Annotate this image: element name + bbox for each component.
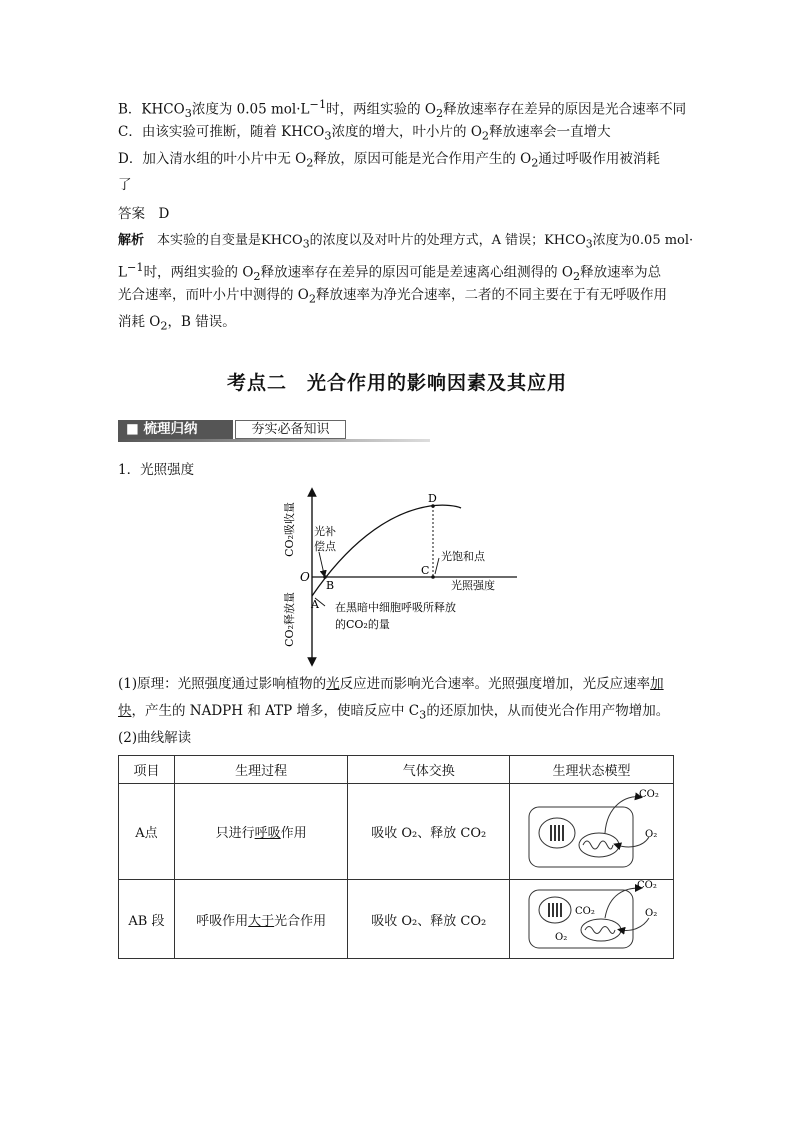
point-c-label: C (421, 564, 430, 577)
cell-model (510, 880, 674, 959)
light-curve-diagram (285, 488, 520, 666)
co2-label: CO₂ (636, 880, 657, 891)
header-model: 生理状态模型 (510, 756, 674, 784)
sat-label: 光饱和点 (441, 550, 485, 563)
principle-line-1: (1)原理：光照强度通过影响植物的光反应进而影响光合速率。光照强度增加，光反应速率加 (118, 676, 664, 692)
cell-gas: 吸收 O₂、释放 CO₂ (348, 784, 510, 880)
curve-heading: (2)曲线解读 (118, 730, 192, 746)
cell-item: AB 段 (119, 880, 175, 959)
point-b-label: B (326, 579, 335, 592)
principle-line-2: 快，产生的 NADPH 和 ATP 增多，使暗反应中 $C_3$的还原加快，从而使光合作用产物增加。 (118, 703, 670, 722)
comp-point-arrow (319, 552, 324, 574)
header-process: 生理过程 (174, 756, 348, 784)
cell-gas: 吸收 O₂、释放 CO₂ (348, 880, 510, 959)
cell-model-diagram-ab (517, 880, 667, 954)
o2-label: O₂ (644, 828, 657, 840)
table-header-row (119, 756, 674, 784)
cell-process: 只进行呼吸作用 (174, 784, 348, 880)
analysis-line-3: 光合速率，而叶小片中测得的 $O_2$释放速率为净光合速率，二者的不同主要在于有无呼吸作用 (118, 287, 668, 306)
co2-label: CO₂ (638, 788, 659, 800)
curve-table (118, 755, 674, 959)
option-d-cont: 了 (118, 177, 132, 193)
o2-inner-label: O₂ (554, 932, 567, 943)
chloroplast-icon (539, 818, 575, 848)
co2-inner-label: CO₂ (574, 906, 595, 917)
point-a-label: A (311, 598, 319, 611)
cell-item: A点 (119, 784, 175, 880)
point-d-label: D (428, 492, 437, 505)
option-d: D．加入清水组的叶小片中无 $O_2$释放，原因可能是光合作用产生的 $O_2$通过呼吸作用被消耗 (118, 151, 660, 170)
y-label-up: CO₂吸收量 (283, 502, 296, 557)
answer: 答案 D (118, 206, 170, 222)
section-title: 考点二 光合作用的影响因素及其应用 (226, 372, 567, 394)
analysis-line-4: 消耗 $O_2$，B 错误。 (118, 314, 236, 333)
cell-process: 呼吸作用大于光合作用 (174, 880, 348, 959)
table-row (119, 784, 674, 880)
point-c-dot (431, 575, 435, 579)
banner-main: ■ 梳理归纳 (118, 420, 233, 439)
comp-label-1: 光补 (314, 525, 336, 538)
chloroplast-icon (539, 897, 571, 923)
dark-label-1: 在黑暗中细胞呼吸所释放 (335, 601, 456, 614)
header-item: 项目 (119, 756, 175, 784)
analysis-line-1: 解析 本实验的自变量是$KHCO_3$的浓度以及对叶片的处理方式，A 错误；$KHCO_3$浓度为0.05 mol· (118, 233, 694, 251)
origin-label: O (300, 570, 310, 584)
cell-model-diagram-a (517, 785, 667, 875)
x-label: 光照强度 (451, 579, 495, 592)
option-c: C．由该实验可推断，随着 $KHCO_3$浓度的增大，叶小片的 $O_2$释放速率会一直增大 (118, 124, 611, 143)
cell-model (510, 784, 674, 880)
banner-rule (118, 439, 430, 442)
header-gas: 气体交换 (348, 756, 510, 784)
y-label-down: CO₂释放量 (283, 592, 296, 647)
section-banner (118, 418, 430, 442)
o2-label: O₂ (644, 908, 657, 919)
banner-sub: 夯实必备知识 (235, 420, 346, 439)
option-b: B．$KHCO_3$浓度为 0.05 $mol\cdot L^{-1}$时，两组实验的 $O_2$释放速率存在差异的原因是光合速率不同 (118, 98, 687, 121)
analysis-line-2: $L^{-1}$时，两组实验的 $O_2$释放速率存在差异的原因可能是差速离心组测得的 $O_2$释放速率为总 (118, 261, 662, 284)
dark-label-2: 的CO₂的量 (335, 618, 390, 631)
comp-label-2: 偿点 (314, 540, 336, 553)
heading-light-intensity: 1．光照强度 (118, 462, 195, 478)
sat-point-leader (435, 558, 439, 574)
table-row (119, 880, 674, 959)
